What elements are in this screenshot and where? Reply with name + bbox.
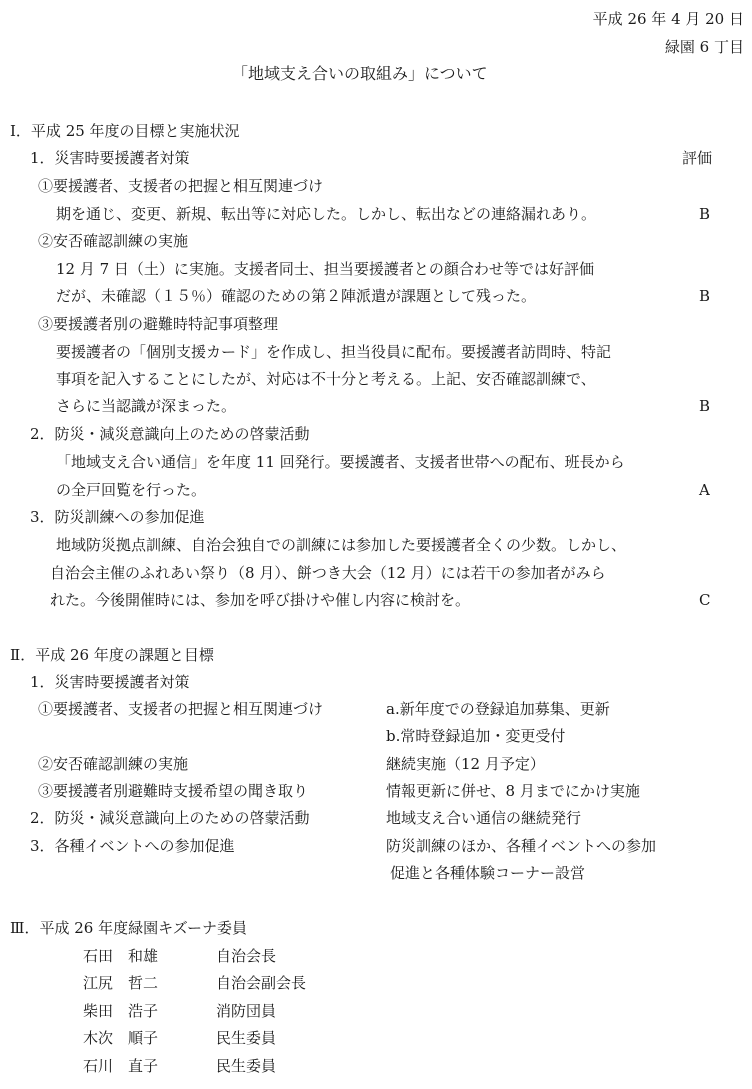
s2-row1-goal1: a.新年度での登録追加募集、更新	[386, 700, 610, 718]
s1-p3-line3: れた。今後開催時には、参加を呼び掛けや催し内容に検討を。	[50, 591, 471, 609]
s1-p2-line1: 「地域支え合い通信」を年度 11 回発行。要援護者、支援者世帯への配布、班長から	[56, 453, 625, 471]
s1-p1c-heading: ③要援護者別の避難時特記事項整理	[38, 315, 279, 333]
header-date: 平成 26 年 4 月 20 日	[592, 10, 744, 28]
section-2-heading: Ⅱ．平成 26 年度の課題と目標	[10, 646, 214, 664]
s1-p1b-line2: だが、未確認（１５％）確認のための第２陣派遣が課題として残った。	[56, 287, 537, 305]
page-title: 「地域支え合いの取組み」について	[232, 64, 488, 83]
member-role: 自治会長	[216, 947, 277, 965]
s1-p3-line1: 地域防災拠点訓練、自治会独自での訓練には参加した要援護者全くの少数。しかし、	[56, 536, 627, 554]
s1-p1c-line1: 要援護者の「個別支援カード」を作成し、担当役員に配布。要援護者訪問時、特記	[56, 343, 612, 361]
s1-p1c-line3: さらに当認識が深まった。	[56, 397, 237, 415]
s1-p3-line2: 自治会主催のふれあい祭り（8 月）、餅つき大会（12 月）には若干の参加者がみら	[50, 564, 606, 582]
member-name: 江尻 哲二	[83, 974, 159, 992]
s2-row4-goal: 地域支え合い通信の継続発行	[386, 809, 582, 827]
s1-p3-heading: 3．防災訓練への参加促進	[30, 508, 205, 526]
eval-label: 評価	[682, 149, 713, 167]
s1-p1b-line1: 12 月 7 日（土）に実施。支援者同士、担当要援護者との顔合わせ等では好評価	[56, 260, 594, 278]
s2-row1-goal2: b.常時登録追加・変更受付	[386, 727, 566, 745]
grade-c: C	[699, 591, 711, 609]
member-name: 木次 順子	[83, 1029, 159, 1047]
s1-p1c-line2: 事項を記入することにしたが、対応は不十分と考える。上記、安否確認訓練で、	[56, 370, 596, 388]
s1-p2-heading: 2．防災・減災意識向上のための啓蒙活動	[30, 425, 310, 443]
s2-row5-goal2: 促進と各種体験コーナー設営	[390, 864, 586, 882]
s1-p1-heading: 1．災害時要援護者対策	[30, 149, 190, 167]
member-name: 石川 直子	[83, 1057, 159, 1075]
section-1-heading: Ⅰ．平成 25 年度の目標と実施状況	[10, 122, 240, 140]
s2-row3-goal: 情報更新に併せ、8 月までにかけ実施	[386, 782, 640, 800]
member-role: 自治会副会長	[216, 974, 307, 992]
member-role: 民生委員	[216, 1029, 277, 1047]
member-name: 柴田 浩子	[83, 1002, 159, 1020]
member-role: 民生委員	[216, 1057, 277, 1075]
member-name: 石田 和雄	[83, 947, 159, 965]
grade-b-2: B	[699, 287, 711, 305]
s2-row2-item: ②安否確認訓練の実施	[38, 755, 189, 773]
s1-p1a-heading: ①要援護者、支援者の把握と相互関連づけ	[38, 177, 324, 195]
s2-row1-item: ①要援護者、支援者の把握と相互関連づけ	[38, 700, 324, 718]
header-org: 緑園 6 丁目	[664, 38, 744, 56]
s1-p1a-line1: 期を通じ、変更、新規、転出等に対応した。しかし、転出などの連絡漏れあり。	[56, 205, 597, 223]
section-3-heading: Ⅲ．平成 26 年度緑園キズーナ委員	[10, 919, 248, 937]
s2-row2-goal: 継続実施（12 月予定）	[386, 755, 545, 773]
s2-row5-item: 3．各種イベントへの参加促進	[30, 837, 235, 855]
s1-p2-line2: の全戸回覧を行った。	[56, 481, 207, 499]
s2-row3-item: ③要援護者別避難時支援希望の聞き取り	[38, 782, 309, 800]
member-role: 消防団員	[216, 1002, 277, 1020]
s1-p1b-heading: ②安否確認訓練の実施	[38, 232, 189, 250]
grade-b-3: B	[699, 397, 711, 415]
s2-row5-goal1: 防災訓練のほか、各種イベントへの参加	[386, 837, 657, 855]
grade-a: A	[699, 481, 710, 499]
s2-p1-heading: 1．災害時要援護者対策	[30, 673, 190, 691]
s2-row4-item: 2．防災・減災意識向上のための啓蒙活動	[30, 809, 310, 827]
grade-b-1: B	[699, 205, 711, 223]
